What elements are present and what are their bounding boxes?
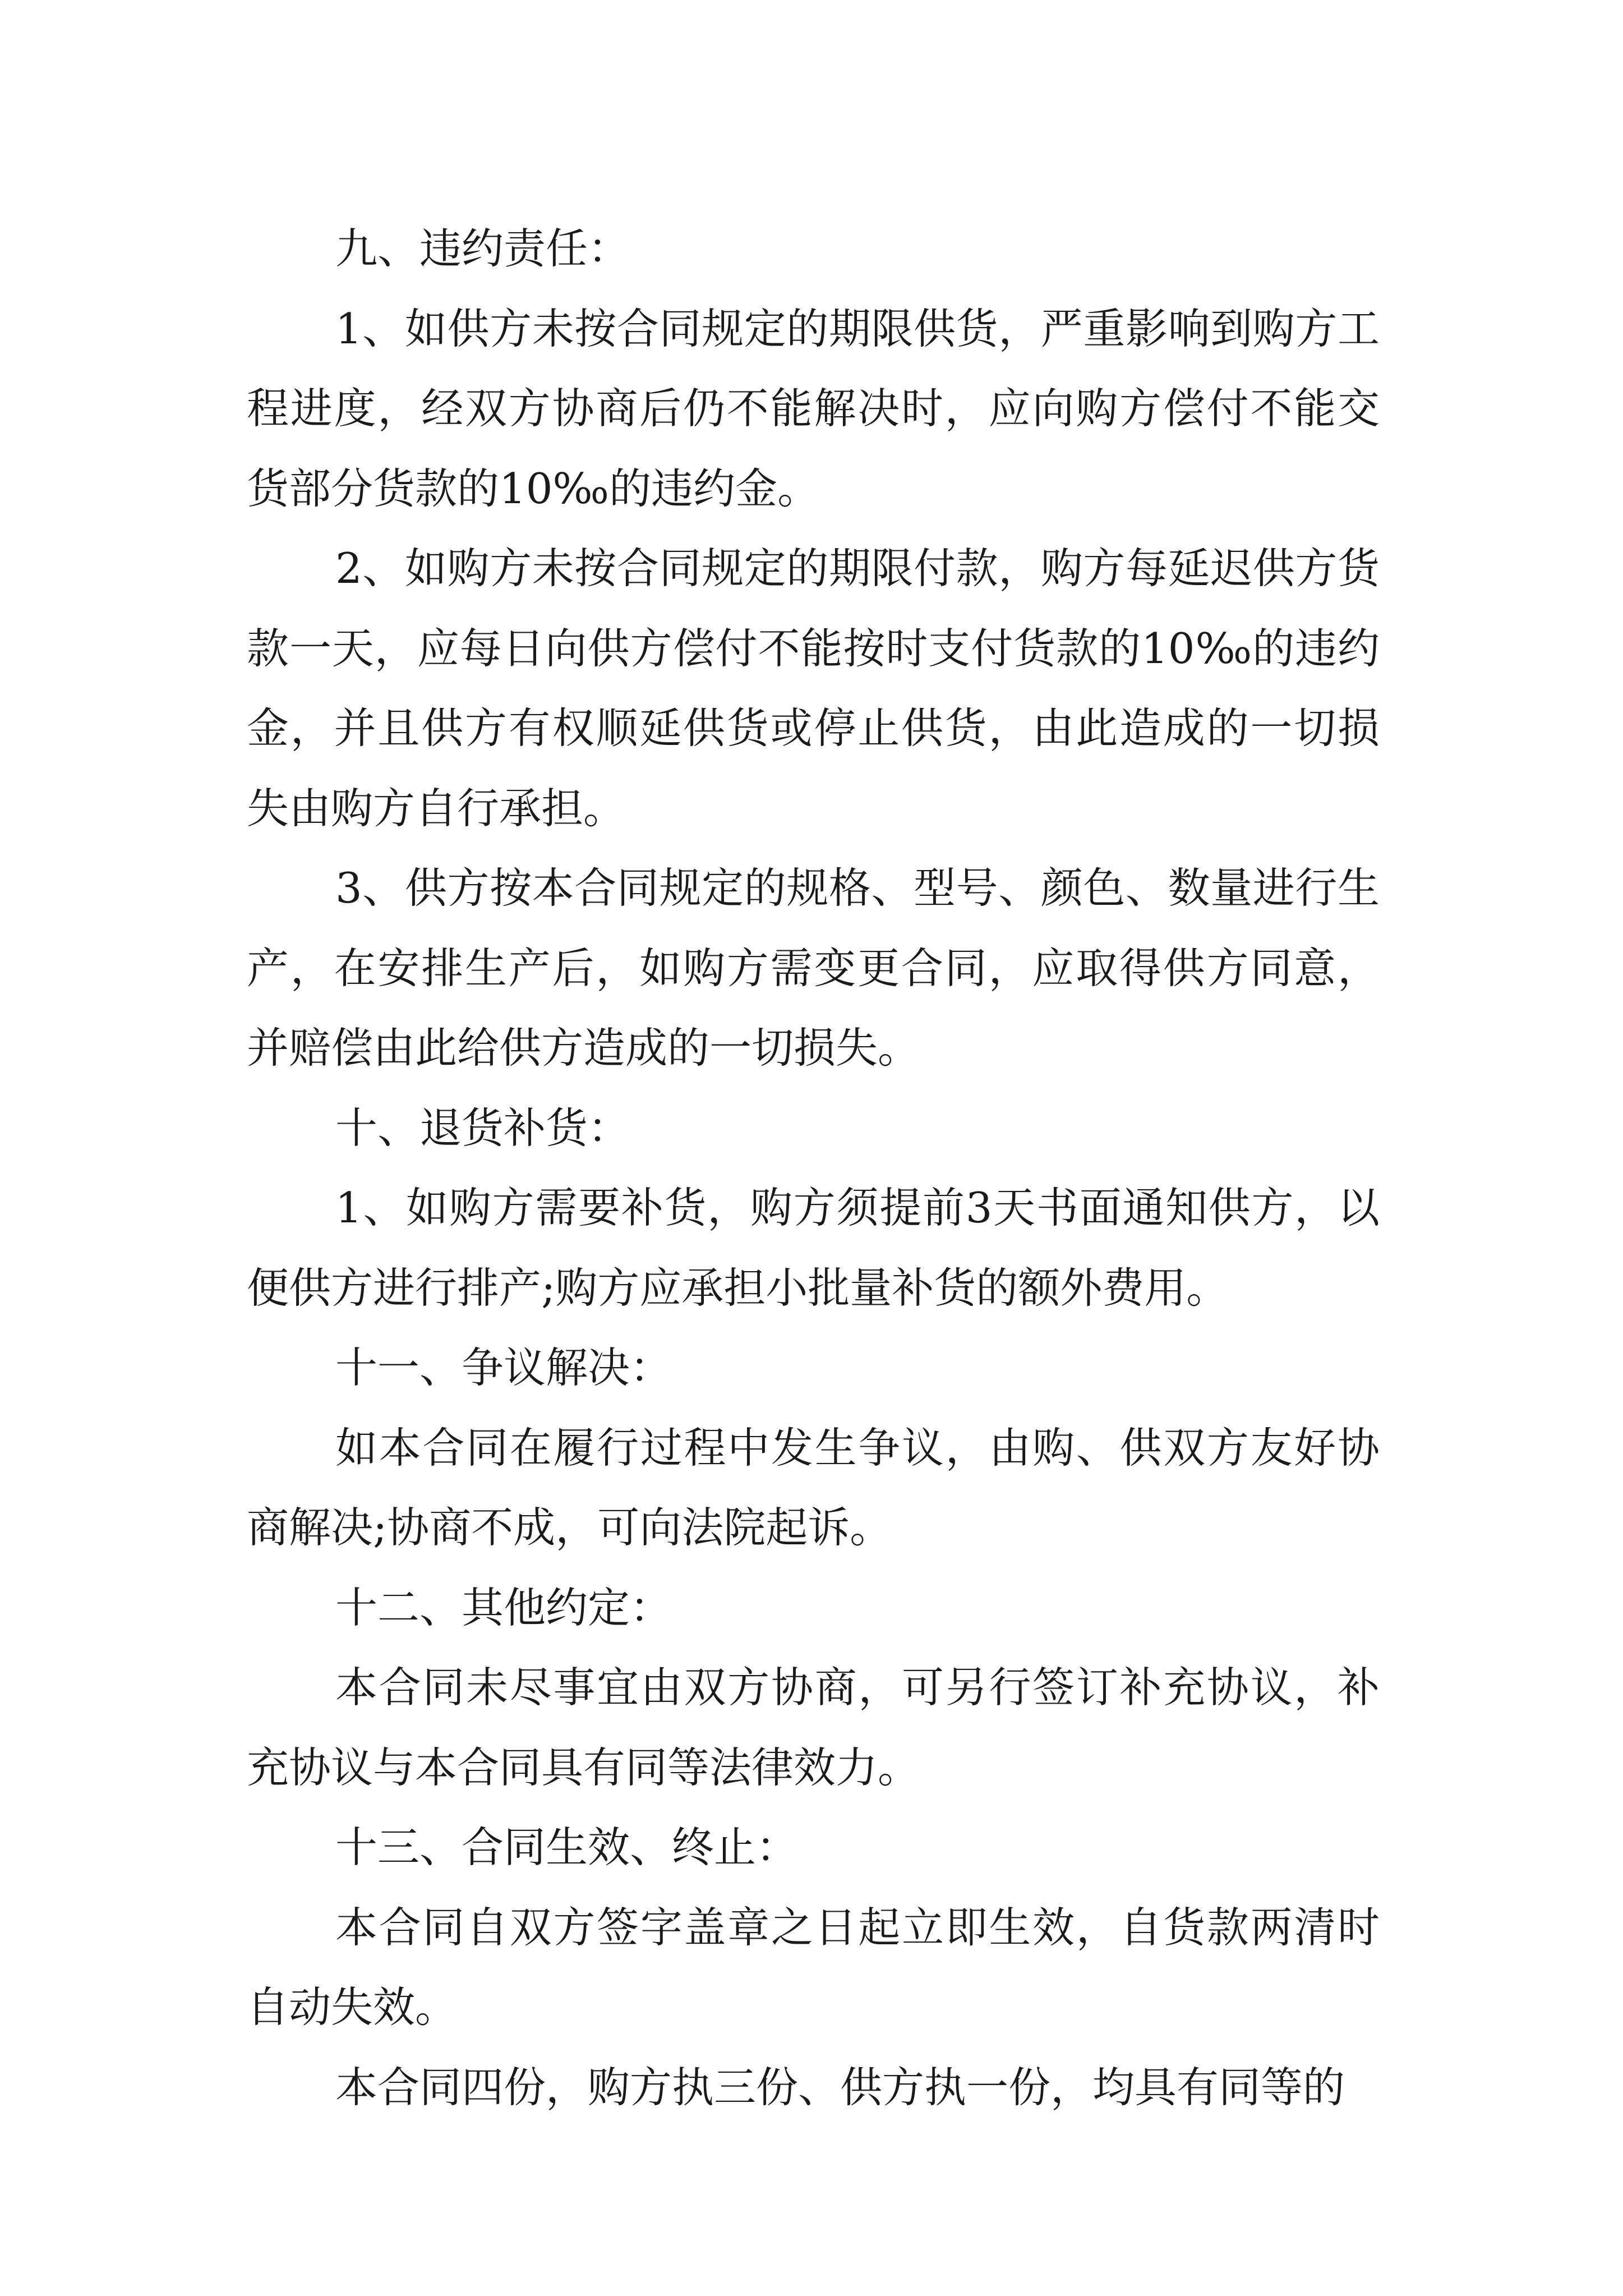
paragraph: 本合同自双方签字盖章之日起立即生效，自货款两清时自动失效。 <box>247 1902 1380 2032</box>
paragraph: 本合同未尽事宜由双方协商，可另行签订补充协议，补充协议与本合同具有同等法律效力。 <box>247 1663 1380 1792</box>
paragraph: 1、如购方需要补货，购方须提前3天书面通知供方，以便供方进行排产;购方应承担小批量补货的额外费用。 <box>247 1183 1380 1313</box>
section-heading-breach: 九、违约责任： <box>335 224 630 273</box>
section-heading-returns: 十、退货补货： <box>335 1103 630 1153</box>
section-heading-effect: 十三、合同生效、终止： <box>335 1823 799 1872</box>
paragraph: 3、供方按本合同规定的规格、型号、颜色、数量进行生产，在安排生产后，如购方需变更合同，应取得供方同意，并赔偿由此给供方造成的一切损失。 <box>247 863 1380 1073</box>
paragraph: 1、如供方未按合同规定的期限供货，严重影响到购方工程进度，经双方协商后仍不能解决时，应向购方偿付不能交货部分货款的10‰的违约金。 <box>247 303 1380 513</box>
section-heading-disputes: 十一、争议解决： <box>335 1343 672 1392</box>
paragraph: 本合同四份，购方执三份、供方执一份，均具有同等的 <box>335 2062 1345 2112</box>
paragraph: 2、如购方未按合同规定的期限付款，购方每延迟供方货款一天，应每日向供方偿付不能按时支付货款的10‰的违约金，并且供方有权顺延供货或停止供货，由此造成的一切损失由购方自行承担。 <box>247 544 1380 833</box>
paragraph: 如本合同在履行过程中发生争议，由购、供双方友好协商解决;协商不成，可向法院起诉。 <box>247 1423 1380 1552</box>
contract-text <box>247 209 1380 2127</box>
section-heading-other: 十二、其他约定： <box>335 1582 672 1632</box>
